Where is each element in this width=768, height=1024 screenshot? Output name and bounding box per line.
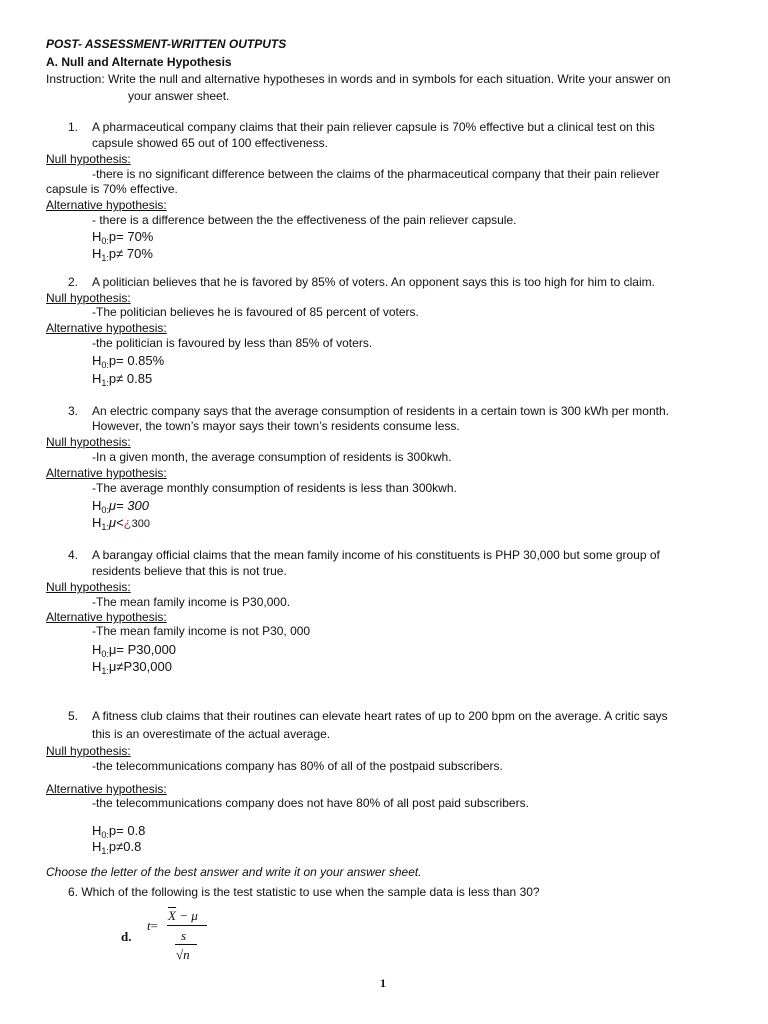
item-1-h0: $H_{0:}p= 70\%$ (92, 229, 154, 246)
item-4-question-line-2: residents believe that this is not true. (92, 564, 287, 578)
item-1-null-label: Null hypothesis: (46, 152, 131, 166)
formula-main-bar (167, 925, 207, 926)
item-5-h0: $H_{0:}p= 0.8$ (92, 823, 146, 840)
item-1-question-line-2: capsule showed 65 out of 100 effectiveness. (92, 136, 328, 150)
item-5-question-line-2: this is an overestimate of the actual average. (92, 727, 331, 741)
item-2-question-line-1: A politician believes that he is favored by 85% of voters. An opponent says this is too high for him to claim. (92, 275, 655, 289)
instruction-line-1: Instruction: Write the null and alternative hypotheses in words and in symbols for each situation. Write your answer on (46, 72, 671, 86)
item-4-h1: $H_{1:}\mu\ne P30,000$ (92, 659, 172, 676)
item-3-null-label: Null hypothesis: (46, 435, 131, 449)
formula-lhs: t= (147, 918, 158, 933)
item-4-number: 4. (68, 548, 79, 562)
item-2-number: 2. (68, 275, 79, 289)
item-5-question-line-1: A fitness club claims that their routines can elevate heart rates of up to 200 bpm on the average. A critic says (92, 709, 668, 723)
page-title: POST- ASSESSMENT-WRITTEN OUTPUTS (46, 37, 287, 51)
item-3-h1: $H_{1:}\mu<¿300$ (92, 515, 150, 532)
item-1-null-text-1: -there is no significant difference between the claims of the pharmaceutical company that their pain reliever (92, 167, 660, 181)
item-2-alt-text: -the politician is favoured by less than 85% of voters. (92, 336, 373, 350)
item-1-number: 1. (68, 120, 79, 134)
formula-s: s (181, 928, 187, 943)
item-3-question-line-2: However, the town’s mayor says their town’s residents consume less. (92, 419, 460, 433)
item-4-question-line-1: A barangay official claims that the mean family income of his constituents is PHP 30,000 but some group of (92, 548, 660, 562)
section-b-instruction: Choose the letter of the best answer and write it on your answer sheet. (46, 865, 422, 879)
item-2-null-label: Null hypothesis: (46, 291, 131, 305)
item-3-question-line-1: An electric company says that the average consumption of residents in a certain town is 300 kWh per month. (92, 404, 669, 418)
item-3-number: 3. (68, 404, 79, 418)
instruction-line-2: your answer sheet. (128, 89, 230, 103)
section-a-heading: A. Null and Alternate Hypothesis (46, 55, 232, 69)
item-3-alt-label: Alternative hypothesis: (46, 466, 167, 480)
item-5-h1: $H_{1:}p\ne 0.8$ (92, 839, 142, 856)
question-6: 6. Which of the following is the test statistic to use when the sample data is less than 30? (68, 885, 540, 899)
item-2-h0: $H_{0:}p= 0.85\%$ (92, 353, 165, 370)
item-3-h0: $H_{0:}\mu= 300$ (92, 498, 149, 515)
item-5-alt-text: -the telecommunications company does not have 80% of all post paid subscribers. (92, 796, 529, 810)
item-1-h1: $H_{1:}p\ne 70\%$ (92, 246, 153, 263)
formula-numerator: $\overline{X} - \mu$ (168, 908, 198, 923)
item-1-null-text-2: capsule is 70% effective. (46, 182, 178, 196)
item-1-alt-label: Alternative hypothesis: (46, 198, 167, 212)
item-2-h1: $H_{1:}p\ne 0.85$ (92, 371, 153, 388)
item-4-null-label: Null hypothesis: (46, 580, 131, 594)
answer-letter: d. (121, 929, 132, 944)
item-2-alt-label: Alternative hypothesis: (46, 321, 167, 335)
item-4-null-text: -The mean family income is P30,000. (92, 595, 291, 609)
item-1-question-line-1: A pharmaceutical company claims that their pain reliever capsule is 70% effective but a clinical test on this (92, 120, 655, 134)
item-4-h0: $H_{0:}\mu= P30,000$ (92, 642, 177, 659)
item-2-null-text: -The politician believes he is favoured of 85 percent of voters. (92, 305, 419, 319)
item-4-alt-text: -The mean family income is not P30, 000 (92, 624, 311, 638)
item-5-number: 5. (68, 709, 79, 723)
item-3-alt-text: -The average monthly consumption of residents is less than 300kwh. (92, 481, 457, 495)
formula-sqrt-n: √n (176, 947, 190, 962)
item-5-alt-label: Alternative hypothesis: (46, 782, 167, 796)
formula-inner-bar (175, 944, 197, 945)
item-3-null-text: -In a given month, the average consumption of residents is 300kwh. (92, 450, 452, 464)
item-4-alt-label: Alternative hypothesis: (46, 610, 167, 624)
item-1-alt-text: - there is a difference between the the effectiveness of the pain reliever capsule. (92, 213, 517, 227)
item-5-null-label: Null hypothesis: (46, 744, 131, 758)
page-number: 1 (380, 976, 386, 990)
item-5-null-text: -the telecommunications company has 80% of all of the postpaid subscribers. (92, 759, 503, 773)
